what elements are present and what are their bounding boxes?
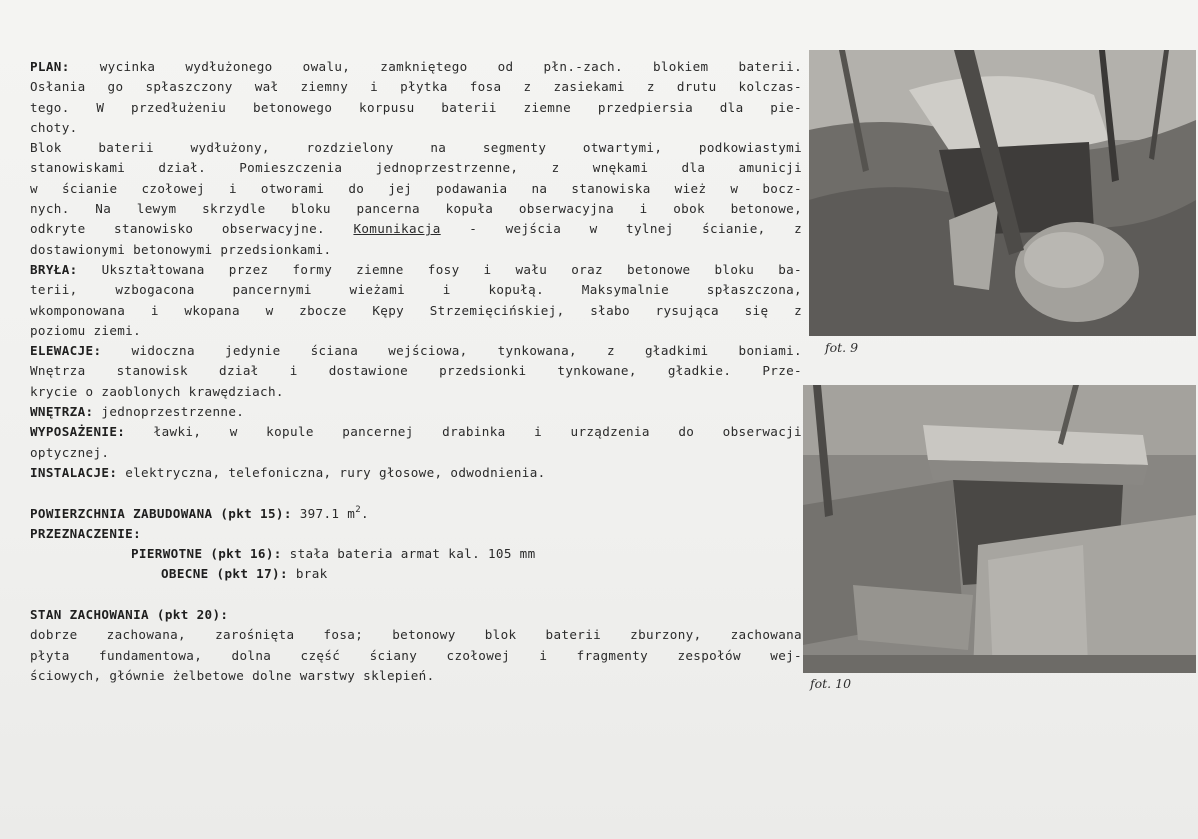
area-line [30,504,802,524]
state-line: dobrze zachowana, zarośnięta fosa; betonowy blok baterii zburzony, zachowana [30,627,802,643]
current-purpose-label: OBECNE (pkt 17): [161,566,288,582]
original-purpose-label: PIERWOTNE (pkt 16): [131,546,282,562]
elewacje-text: widoczna jedynie ściana wejściowa, tynkowana, z gładkimi boniami. [101,343,802,359]
original-purpose-value: stała bateria armat kal. 105 mm [281,546,536,562]
text-line: nych. Na lewym skrzydle bloku pancerna kopuła obserwacyjna i obok betonowe, [30,201,802,217]
text-line: stanowiskami dział. Pomieszczenia jednoprzestrzenne, z wnękami dla amunicji [30,160,802,176]
text-line: krycie o zaoblonych krawędziach. [30,383,284,399]
plan-text: wycinka wydłużonego owalu, zamkniętego od płn.-zach. blokiem baterii. [69,59,802,74]
text-line: poziomu ziemi. [30,322,142,338]
current-purpose-line [30,564,802,584]
photo-10-caption: fot. 10 [810,676,852,691]
elewacje-label: ELEWACJE: [30,343,102,359]
wnetrza-text: jednoprzestrzenne. [93,404,245,420]
text-line [30,341,802,361]
state-line: płyta fundamentowa, dolna część ściany czołowej i fragmenty zespołów wej- [30,647,802,663]
photo-10 [803,385,1196,673]
text-line: Osłania go spłaszczony wał ziemny i płytka fosa z zasiekami z drutu kolczas- [30,79,802,95]
text-line [30,260,802,280]
text-line: dostawionymi betonowymi przedsionkami. [30,241,332,257]
plan-label: PLAN: [30,59,70,74]
text-fragment: odkryte stanowisko obserwacyjne. [30,221,325,237]
komunikacja-underlined: Komunikacja [353,221,441,237]
area-value: 397.1 m [291,505,356,521]
text-line [30,463,802,483]
area-label: POWIERZCHNIA ZABUDOWANA (pkt 15): [30,505,292,521]
text-line [30,402,802,422]
text-line: optycznej. [30,444,110,460]
wyposazenie-label: WYPOSAŻENIE: [30,424,126,440]
photo-9-caption: fot. 9 [825,340,859,355]
wnetrza-label: WNĘTRZA: [30,404,94,420]
photo-9 [809,50,1196,336]
state-line: ściowych, głównie żelbetowe dolne warstwy sklepień. [30,667,435,683]
instalacje-label: INSTALACJE: [30,464,118,480]
state-label: STAN ZACHOWANIA (pkt 20): [30,607,229,623]
purpose-label: PRZEZNACZENIE: [30,525,142,541]
text-line: wkomponowana i wkopana w zbocze Kępy Strzemięcińskiej, słabo rysująca się z [30,302,802,318]
instalacje-text: elektryczna, telefoniczna, rury głosowe, odwodnienia. [117,464,546,480]
original-purpose-line [30,544,802,564]
text-line: Wnętrza stanowisk dział i dostawione przedsionki tynkowane, gładkie. Prze- [30,363,802,379]
text-line: terii, wzbogacona pancernymi wieżami i kopułą. Maksymalnie spłaszczona, [30,282,802,298]
text-line: Blok baterii wydłużony, rozdzielony na segmenty otwartymi, podkowiastymi [30,140,802,156]
text-line: choty. [30,119,78,135]
text-line [30,422,802,442]
description-text [30,57,802,686]
text-line: w ścianie czołowej i otworami do jej podawania na stanowiska wież w bocz- [30,180,802,196]
area-end: . [361,505,369,521]
bryla-text: Ukształtowana przez formy ziemne fosy i wału oraz betonowe bloku ba- [77,261,802,277]
area-unit-exponent: 2 [355,504,362,515]
text-line [30,219,802,239]
text-fragment: - wejścia w tylnej ścianie, z [440,221,802,237]
text-line [30,57,802,77]
wyposazenie-text: ławki, w kopule pancernej drabinka i urządzenia do obserwacji [125,424,802,440]
text-line: tego. W przedłużeniu betonowego korpusu baterii ziemne przedpiersia dla pie- [30,99,802,115]
current-purpose-value: brak [287,566,328,582]
bryla-label: BRYŁA: [30,261,78,277]
